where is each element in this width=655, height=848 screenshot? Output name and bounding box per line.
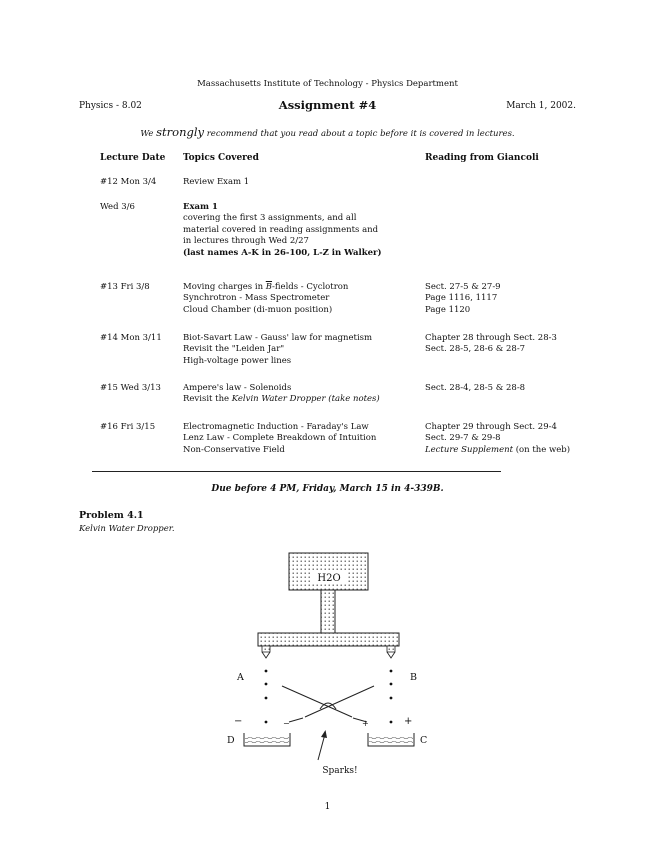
topic-block (183, 422, 423, 456)
reading-line: Chapter 28 through Sect. 28-3 (425, 333, 557, 343)
lecture-date: #15 Wed 3/13 (100, 383, 161, 393)
label-a: A (237, 672, 244, 683)
left-ring (289, 718, 303, 722)
right-bucket-water (369, 737, 413, 745)
topic-line: Lenz Law - Complete Breakdown of Intuition (183, 433, 377, 444)
kelvin-water-dropper-figure (0, 540, 655, 780)
water-drop (265, 683, 268, 686)
cross-wire-a (282, 686, 352, 717)
topic-line: Revisit the "Leiden Jar" (183, 344, 285, 355)
topic-line: Non-Conservative Field (183, 444, 285, 455)
topic-line: covering the first 3 assignments, and all (183, 213, 357, 224)
column-header-date: Lecture Date (100, 153, 166, 163)
topic-block (183, 333, 423, 367)
spark-arrow (318, 734, 325, 760)
reading-emphasis: Lecture Supplement (425, 444, 514, 455)
reading-line: Sect. 27-5 & 27-9 (425, 282, 501, 292)
topic-text: (take notes) (325, 394, 380, 405)
right-nozzle-tip (387, 652, 395, 658)
reading-line: Sect. 28-4, 28-5 & 28-8 (425, 383, 526, 393)
water-drop (265, 721, 268, 724)
reading-line: Sect. 28-5, 28-6 & 28-7 (425, 344, 526, 355)
note-lead: We (140, 129, 157, 139)
topic-block (183, 202, 423, 259)
reading-block (425, 422, 585, 456)
water-drop (390, 697, 393, 700)
water-drop (390, 683, 393, 686)
reading-block (425, 333, 585, 356)
water-drop (390, 670, 393, 673)
topic-line (183, 282, 423, 293)
left-bucket-water (245, 737, 289, 745)
reading-note (0, 125, 655, 139)
lecture-date: Wed 3/6 (100, 202, 135, 212)
topic-line (183, 394, 423, 405)
lecture-date: #16 Fri 3/15 (100, 422, 156, 432)
due-date-line: Due before 4 PM, Friday, March 15 in 4-339B. (211, 484, 444, 494)
spark-label: Sparks! (322, 766, 358, 776)
column-header-reading: Reading from Giancoli (425, 153, 539, 163)
assignment-title: Assignment #4 (278, 98, 377, 112)
water-drop (390, 721, 393, 724)
right-bucket-sign: + (404, 716, 413, 727)
page-number: 1 (324, 802, 331, 812)
course-number: Physics - 8.02 (79, 101, 142, 111)
water-drop (265, 697, 268, 700)
supply-pipe (321, 590, 335, 634)
topic-line: Biot-Savart Law - Gauss' law for magnetism (183, 333, 373, 343)
topic-text: -fields - Cyclotron (272, 282, 349, 292)
topic-line: Ampere's law - Solenoids (183, 383, 292, 393)
reading-block (425, 282, 585, 316)
topic-line: material covered in reading assignments and (183, 224, 379, 235)
note-emphasis: strongly (156, 125, 205, 139)
reading-line: Chapter 29 through Sect. 29-4 (425, 422, 557, 432)
left-nozzle-tip (262, 652, 270, 658)
label-c: C (420, 735, 428, 746)
left-bucket-sign: − (234, 716, 243, 727)
distribution-pipe (258, 633, 399, 646)
problem-title: Problem 4.1 (79, 510, 144, 521)
tank-label: H2O (317, 573, 341, 584)
cross-wire-b (305, 686, 374, 717)
reading-line (425, 445, 585, 456)
spark-arrowhead (321, 730, 327, 738)
topic-line: Cloud Chamber (di-muon position) (183, 304, 333, 315)
assignment-date: March 1, 2002. (506, 101, 576, 111)
reading-block (425, 383, 585, 394)
topic-block (183, 383, 423, 406)
lecture-date: #14 Mon 3/11 (100, 333, 162, 343)
topic-line: Electromagnetic Induction - Faraday's Law (183, 422, 369, 432)
topic-text: Moving charges in (183, 282, 266, 292)
lecture-date: #12 Mon 3/4 (100, 177, 157, 187)
column-header-topics: Topics Covered (183, 153, 259, 163)
topic-emphasis: Kelvin Water Dropper (231, 394, 326, 405)
label-b: B (410, 672, 417, 683)
topic-line: (last names A-K in 26-100, L-Z in Walker) (183, 247, 382, 258)
lecture-date: #13 Fri 3/8 (100, 282, 150, 292)
right-nozzle (387, 646, 395, 652)
topic-line: Review Exam 1 (183, 177, 250, 187)
topic-line: High-voltage power lines (183, 355, 292, 366)
topic-block (183, 282, 423, 316)
institution-line: Massachusetts Institute of Technology - Physics Department (197, 79, 458, 89)
vector-b-symbol: $\overline{B}$ (265, 282, 273, 292)
water-drop (265, 670, 268, 673)
problem-subtitle: Kelvin Water Dropper. (79, 524, 175, 534)
section-divider (92, 471, 501, 472)
reading-line: Page 1116, 1117 (425, 293, 498, 304)
reading-line: Sect. 29-7 & 29-8 (425, 433, 501, 444)
label-d: D (227, 735, 235, 746)
left-nozzle (262, 646, 270, 652)
topic-line: Exam 1 (183, 202, 218, 212)
right-ring-sign: + (362, 719, 369, 728)
left-ring-sign: − (283, 719, 290, 728)
reading-text: (on the web) (513, 444, 571, 455)
topic-text: Revisit the (183, 394, 232, 405)
topic-line: Synchrotron - Mass Spectrometer (183, 293, 330, 304)
topic-line: in lectures through Wed 2/27 (183, 236, 309, 247)
note-rest: recommend that you read about a topic before it is covered in lectures. (204, 129, 515, 139)
reading-line: Page 1120 (425, 304, 471, 315)
